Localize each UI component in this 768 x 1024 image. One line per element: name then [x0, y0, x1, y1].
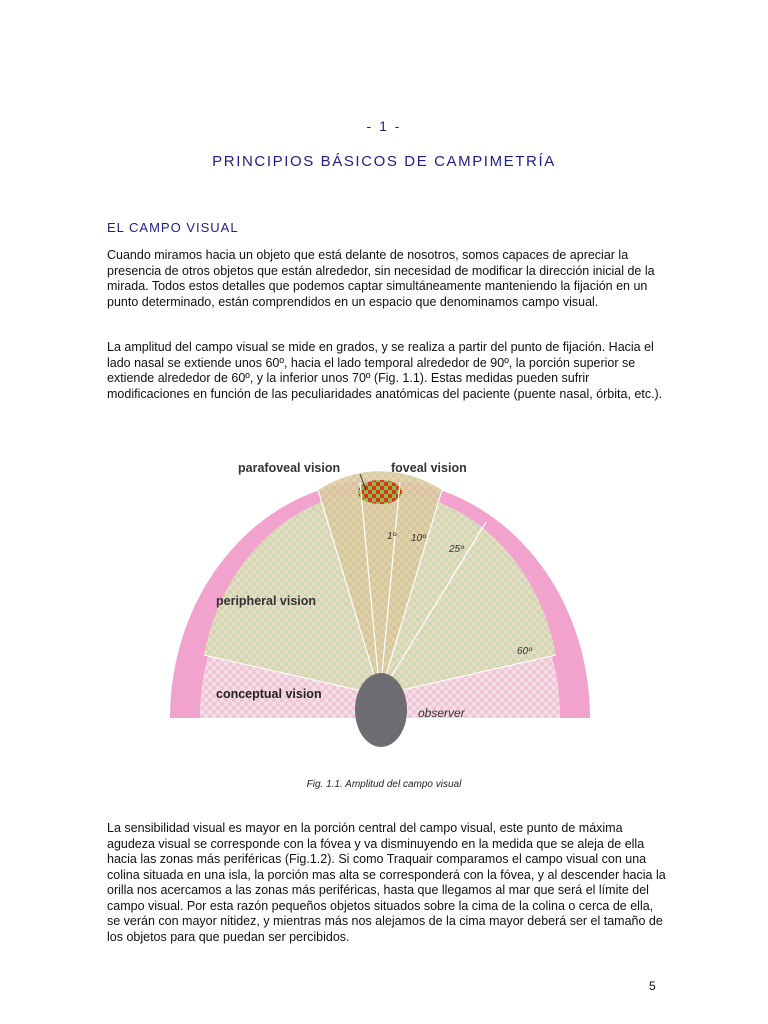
chapter-title: PRINCIPIOS BÁSICOS DE CAMPIMETRÍA: [212, 153, 556, 170]
page-marker: - 1 -: [366, 118, 402, 134]
angle-25: 25º: [449, 544, 464, 555]
visual-field-diagram: [168, 450, 598, 760]
paragraph-3: La sensibilidad visual es mayor en la porción central del campo visual, este punto de máxima agudeza visual se corresponde con la fóvea y va disminuyendo en la medida que se aleja de ella hacia las zonas más periféricas (Fig.1.2). Si como Traquair comparamos el campo visual con una colina situada en una isla, la porción mas alta se corresponderá con la fóvea, y al descender hacia la orilla nos acercamos a las zonas más periféricas, hasta que llegamos al mar que será el límite del campo visual. Por esta razón pequeños objetos situados sobre la cima de la colina o cerca de ella, se verán con mayor nitidez, y mientras más nos alejamos de la cima mayor deberá ser el tamaño de los objetos para que puedan ser percibidos.: [107, 821, 666, 944]
angle-60: 60º: [517, 646, 532, 657]
label-foveal: foveal vision: [391, 461, 467, 475]
foveal-spot: [358, 480, 402, 504]
section-heading: EL CAMPO VISUAL: [107, 220, 239, 235]
paragraph-2: La amplitud del campo visual se mide en grados, y se realiza a partir del punto de fijación. Hacia el lado nasal se extiende unos 60º, hacia el lado temporal alrededor de 90º, la porción superior se extiende alrededor de 60º, y la inferior unos 70º (Fig. 1.1). Estas medidas pueden sufrir modificaciones en función de las peculiaridades anatómicas del paciente (puente nasal, órbita, etc.).: [107, 340, 663, 401]
angle-1: 1º: [387, 531, 397, 542]
label-peripheral: peripheral vision: [216, 594, 317, 608]
figure-caption: Fig. 1.1. Amplitud del campo visual: [306, 779, 462, 790]
label-observer: observer: [418, 706, 465, 720]
page-number: 5: [649, 979, 656, 993]
paragraph-1: Cuando miramos hacia un objeto que está delante de nosotros, somos capaces de apreciar la presencia de otros objetos que están alrededor, sin necesidad de modificar la dirección inicial de la mirada. Todos estos detalles que podemos captar simultáneamente manteniendo la fijación en un punto determinado, están comprendidos en un espacio que denominamos campo visual.: [107, 248, 655, 309]
label-conceptual: conceptual vision: [216, 687, 322, 701]
observer-head: [355, 673, 407, 747]
angle-10: 10º: [411, 533, 426, 544]
label-parafoveal: parafoveal vision: [238, 461, 341, 475]
